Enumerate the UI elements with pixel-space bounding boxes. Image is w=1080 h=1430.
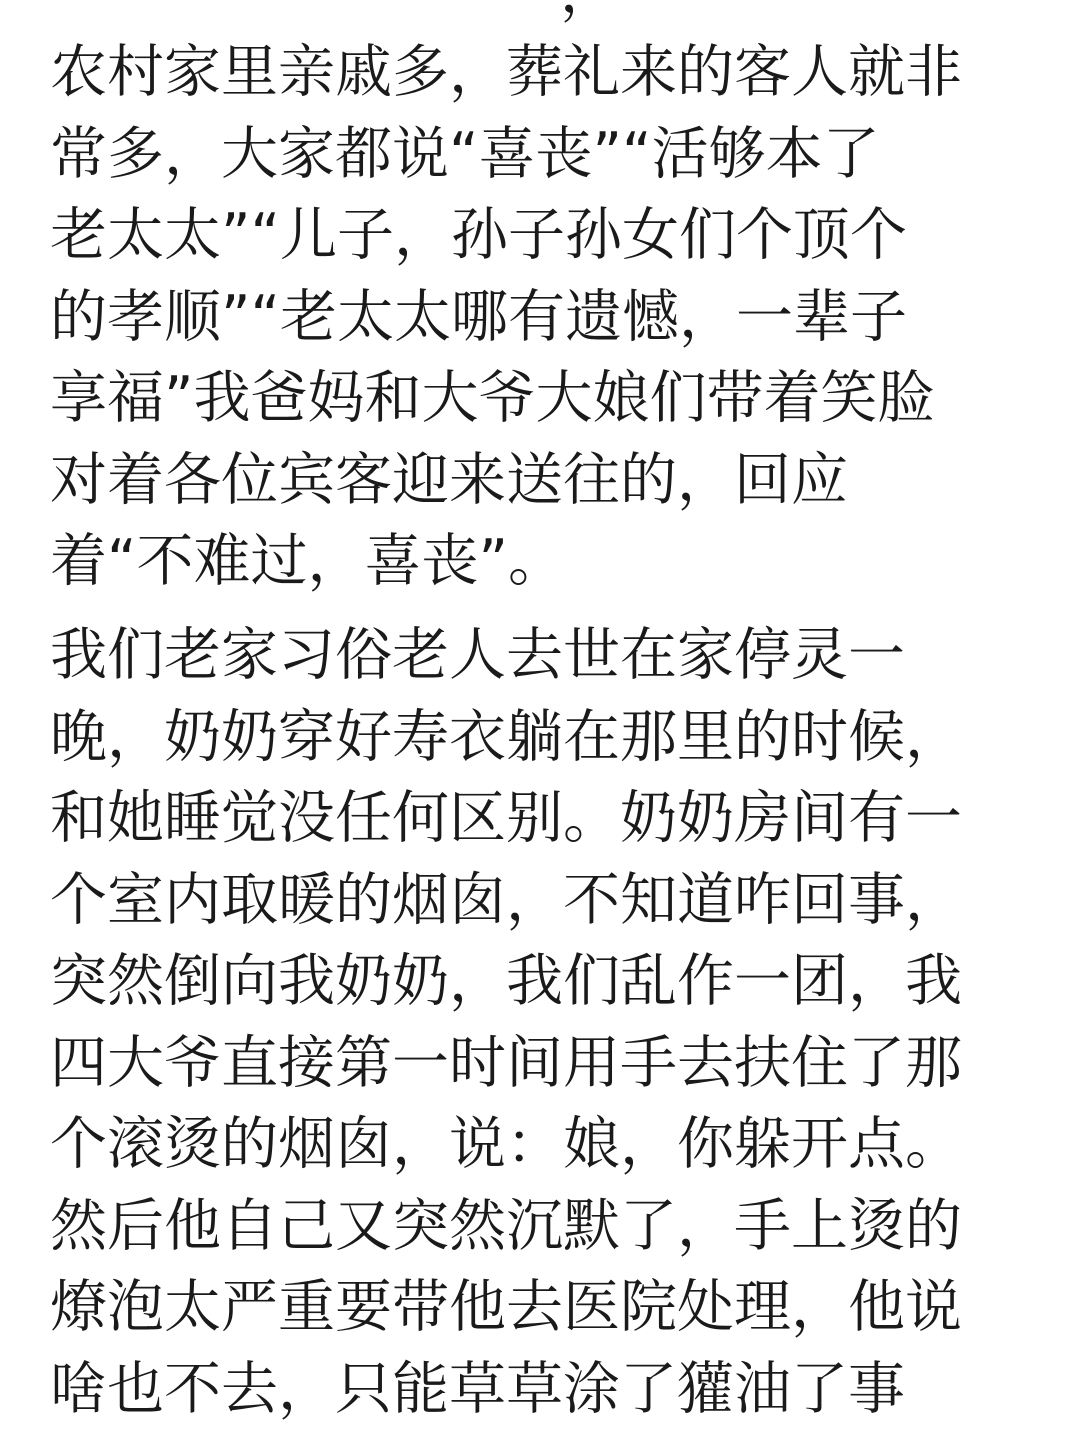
text-line: 个室内取暖的烟囱，不知道咋回事， [50, 860, 990, 942]
paragraph-2 [50, 615, 990, 1430]
text-line: 晚，奶奶穿好寿衣躺在那里的时候， [50, 697, 990, 779]
text-line: 啥也不去，只能草草涂了獾油了事 [50, 1349, 990, 1430]
text-line: 享福”我爸妈和大爷大娘们带着笑脸 [50, 358, 990, 440]
text-line: 着“不难过，喜丧”。 [50, 521, 990, 603]
text-line: 燎泡太严重要带他去医院处理，他说 [50, 1267, 990, 1349]
text-line: 常多，大家都说“喜丧”“活够本了 [50, 114, 990, 196]
text-line: 然后他自己又突然沉默了，手上烫的 [50, 1186, 990, 1268]
cut-off-text-fragment [560, 0, 617, 21]
text-line: 四大爷直接第一时间用手去扶住了那 [50, 1023, 990, 1105]
text-line: 和她睡觉没任何区别。奶奶房间有一 [50, 778, 990, 860]
text-line: 对着各位宾客迎来送往的，回应 [50, 440, 990, 522]
text-line: 农村家里亲戚多，葬礼来的客人就非 [50, 32, 990, 114]
text-line: 老太太”“儿子，孙子孙女们个顶个 [50, 195, 990, 277]
text-line: 个滚烫的烟囱，说：娘，你躲开点。 [50, 1104, 990, 1186]
text-line: 的孝顺”“老太太哪有遗憾，一辈子 [50, 277, 990, 359]
text-line: 我们老家习俗老人去世在家停灵一 [50, 615, 990, 697]
text-line: 突然倒向我奶奶，我们乱作一团，我 [50, 941, 990, 1023]
paragraph-1 [50, 32, 990, 603]
